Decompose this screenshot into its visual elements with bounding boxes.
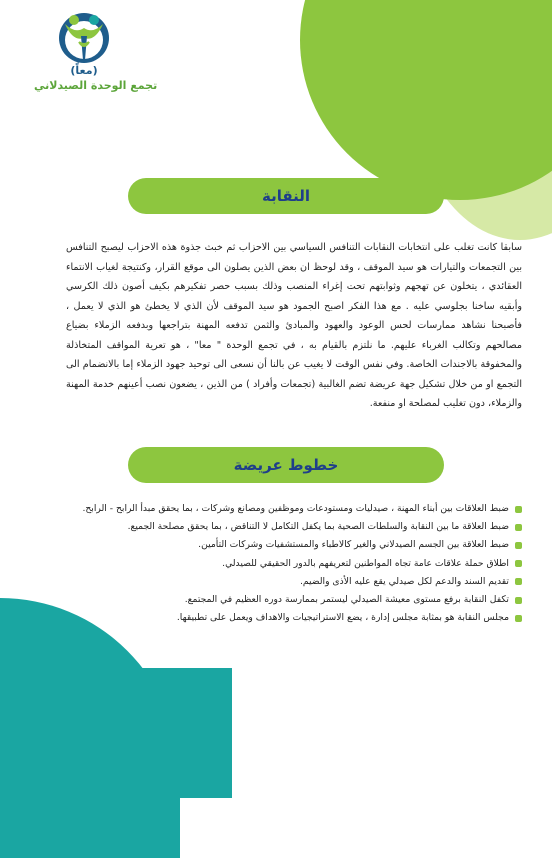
decor-block-teal: [130, 668, 232, 798]
list-item: ضبط العلاقة ما بين النقابة والسلطات الصحية بما يكفل التكامل لا التناقض ، بما يحقق مصلحة الجميع.: [60, 518, 522, 536]
logo-tagline: (معاً): [70, 64, 98, 77]
bullet-icon: [515, 560, 522, 567]
bullet-icon: [515, 578, 522, 585]
logo: [34, 8, 158, 92]
section-heading-guidelines: [128, 447, 444, 483]
section-heading-text: النقابة: [261, 187, 311, 205]
logo-name: تجمع الوحدة الصيدلاني: [34, 79, 158, 92]
bullet-icon: [515, 506, 522, 513]
intro-paragraph: سابقا كانت تغلب على انتخابات النقابات التنافس السياسي بين الاحزاب ثم خبث جذوة هذه الاحزاب ليصبح التنافس بين التجمعات والتيارات هو سيد الموقف ، وقد لوحظ ان بعض الذين يصلون الى موقع القرار، وكنتيجة لغياب الانتماء العقائدي ، يتخلون عن تهجهم وثوابتهم تحت إغراء المنصب وذلك بسبب حصر تفكيرهم بكيف أصون ذلك الكرسي وأبقيه ساخنا بجلوسي عليه . مع هذا الفكر اصبح الجمود هو سيد الموقف لأن الذي لا يخطئ هو الذي لا يعمل ، فأصبحنا نشاهد ممارسات لحس الوعود والعهود والمبادئ والثمن تدفعه المهنة بتراجعها وبدفعه الزملاء بضياع مصالحهم وتكالب الغرباء عليهم. ما نلتزم بالقيام به ، في تجمع الوحدة " معا" ، هو تعرية المواقف المتخاذلة والمخفوقة بالاجندات الخاصة. وفي نفس الوقت لا يغيب عن بالنا أن نسعى الى توحيد جهود الزملاء إما بالانضمام الى التجمع او من خلال تشكيل جهة عريضة تضم الغالبية (تجمعات وأفراد ) من الذين ، يضعون نصب أعينهم خدمة المهنة والزملاء، دون تغليب لمصلحة او منفعة.: [66, 242, 522, 409]
decor-circle-green: [300, 0, 552, 200]
guidelines-list: [60, 500, 522, 627]
list-item: ضبط العلاقة بين الجسم الصيدلاني والغير كالاطباء والمستشفيات وشركات التأمين.: [60, 536, 522, 554]
section-heading-text: خطوط عريضة: [233, 456, 339, 474]
list-item: تكفل النقابة برفع مستوى معيشة الصيدلي ليستمر بممارسة دوره العظيم في المجتمع.: [60, 591, 522, 609]
section-heading-union: [128, 178, 444, 214]
bullet-icon: [515, 524, 522, 531]
list-item: تقديم السند والدعم لكل صيدلي يقع عليه الأذى والضيم.: [60, 573, 522, 591]
logo-emblem-icon: [57, 8, 111, 68]
bullet-icon: [515, 615, 522, 622]
bullet-icon: [515, 542, 522, 549]
list-item: ضبط العلاقات بين أبناء المهنة ، صيدليات ومستودعات وموظفين ومصانع وشركات ، بما يحقق مبدأ الرابح - الرابح.: [60, 500, 522, 518]
bullet-icon: [515, 597, 522, 604]
list-item: اطلاق حملة علاقات عامة تجاه المواطنين لتعريفهم بالدور الحقيقي للصيدلي.: [60, 555, 522, 573]
list-item: مجلس النقابة هو بمثابة مجلس إدارة ، يضع الاستراتيجيات والاهداف ويعمل على تطبيقها.: [60, 609, 522, 627]
